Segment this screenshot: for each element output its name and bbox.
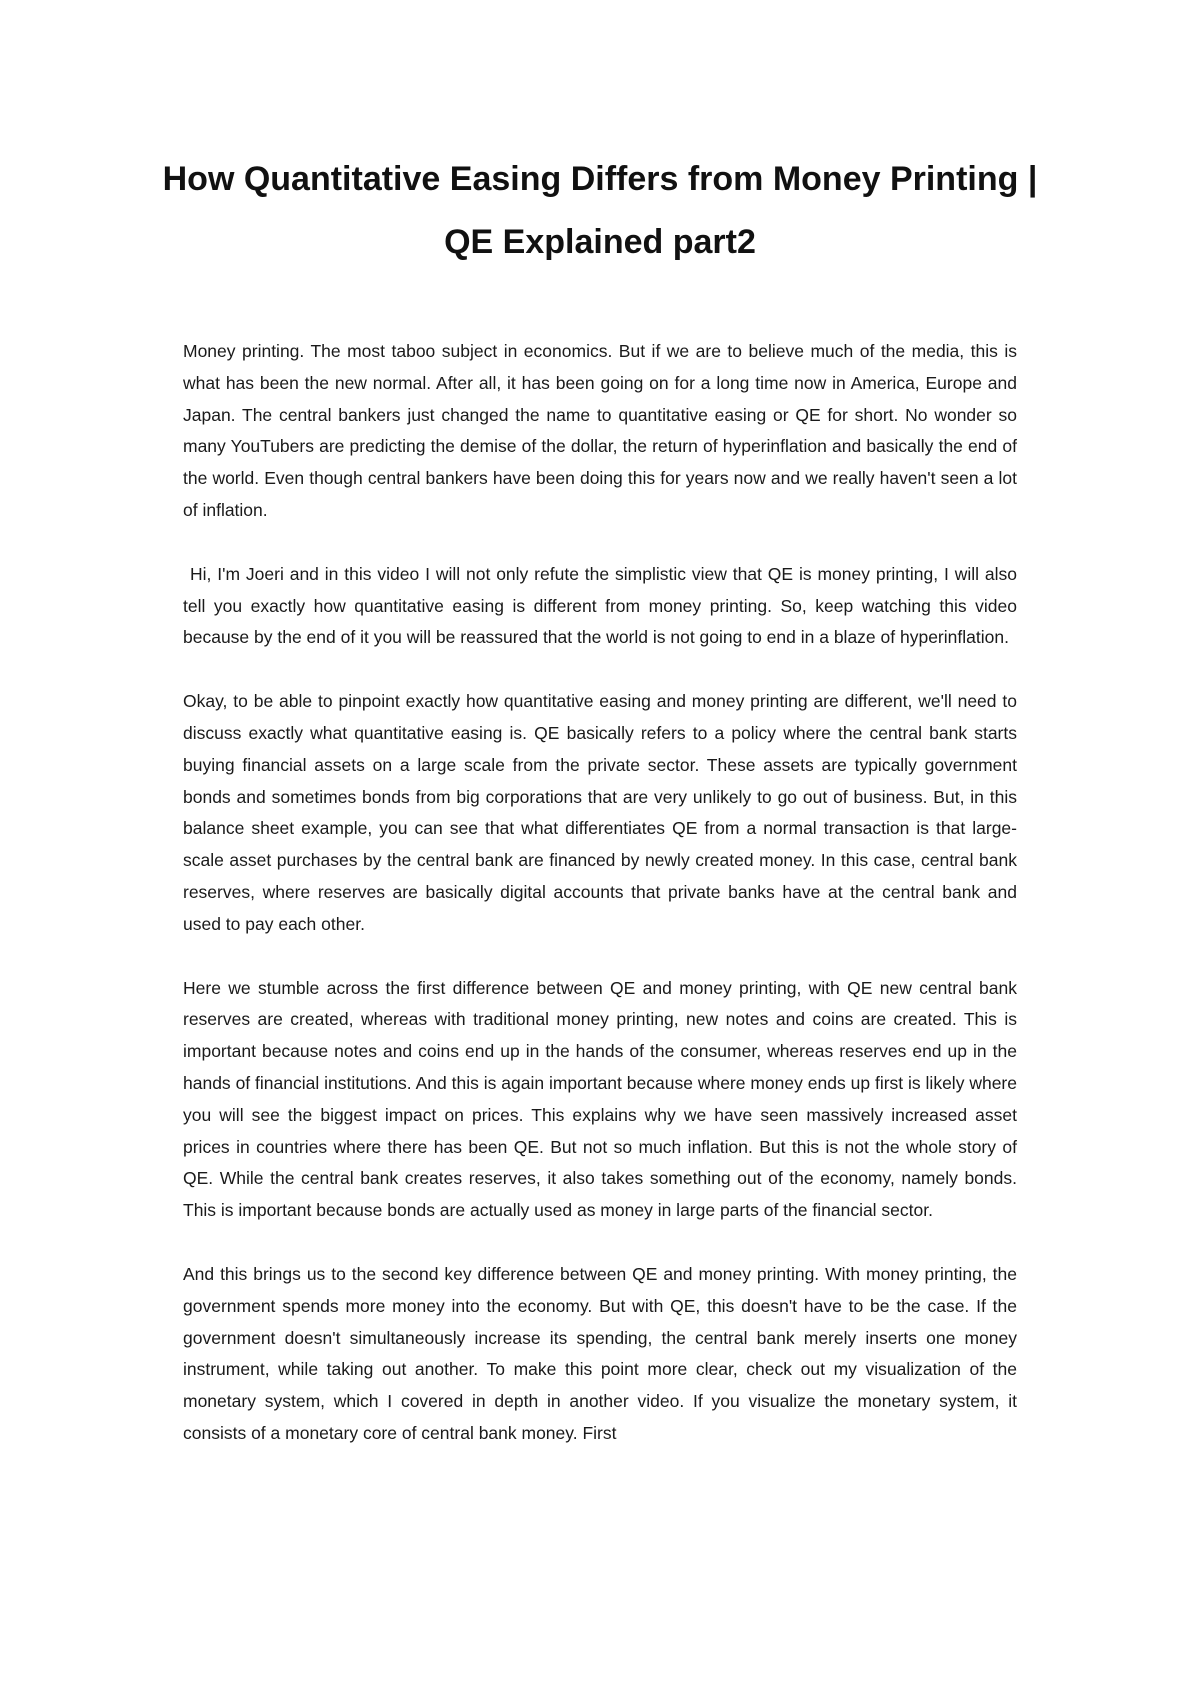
paragraph-second-difference: And this brings us to the second key difference between QE and money printing. With money printing, the government spends more money into the economy. But with QE, this doesn't have to be the case. If the government doesn't simultaneously increase its spending, the central bank merely inserts one money instrument, while taking out another. To make this point more clear, check out my visualization of the monetary system, which I covered in depth in another video. If you visualize the monetary system, it consists of a monetary core of central bank money. First [183,1263,1017,1443]
paragraph-introduction-joeri: Hi, I'm Joeri and in this video I will not only refute the simplistic view that QE is money printing, I will also tell you exactly how quantitative easing is different from money printing. So, keep watching this video because by the end of it you will be reassured that the world is not going to end in a blaze of hyperinflation. [183,563,1017,648]
document-body [183,336,1017,1482]
paragraph-what-is-qe: Okay, to be able to pinpoint exactly how quantitative easing and money printing are different, we'll need to discuss exactly what quantitative easing is. QE basically refers to a policy where the central bank starts buying financial assets on a large scale from the private sector. These assets are typically government bonds and sometimes bonds from big corporations that are very unlikely to go out of business. But, in this balance sheet example, you can see that what differentiates QE from a normal transaction is that large-scale asset purchases by the central bank are financed by newly created money. In this case, central bank reserves, where reserves are basically digital accounts that private banks have at the central bank and used to pay each other. [183,691,1017,934]
paragraph-intro: Money printing. The most taboo subject in economics. But if we are to believe much of the media, this is what has been the new normal. After all, it has been going on for a long time now in America, Europe and Japan. The central bankers just changed the name to quantitative easing or QE for short. No wonder so many YouTubers are predicting the demise of the dollar, the return of hyperinflation and basically the end of the world. Even though central bankers have been doing this for years now and we really haven't seen a lot of inflation. [183,341,1017,520]
document-title: How Quantitative Easing Differs from Money Printing | QE Explained part2 [162,160,1038,261]
paragraph-first-difference: Here we stumble across the first difference between QE and money printing, with QE new central bank reserves are created, whereas with traditional money printing, new notes and coins are created. This is important because notes and coins end up in the hands of the consumer, whereas reserves end up in the hands of financial institutions. And this is again important because where money ends up first is likely where you will see the biggest impact on prices. This explains why we have seen massively increased asset prices in countries where there has been QE. But not so much inflation. But this is not the whole story of QE. While the central bank creates reserves, it also takes something out of the economy, namely bonds. This is important because bonds are actually used as money in large parts of the financial sector. [183,977,1017,1221]
